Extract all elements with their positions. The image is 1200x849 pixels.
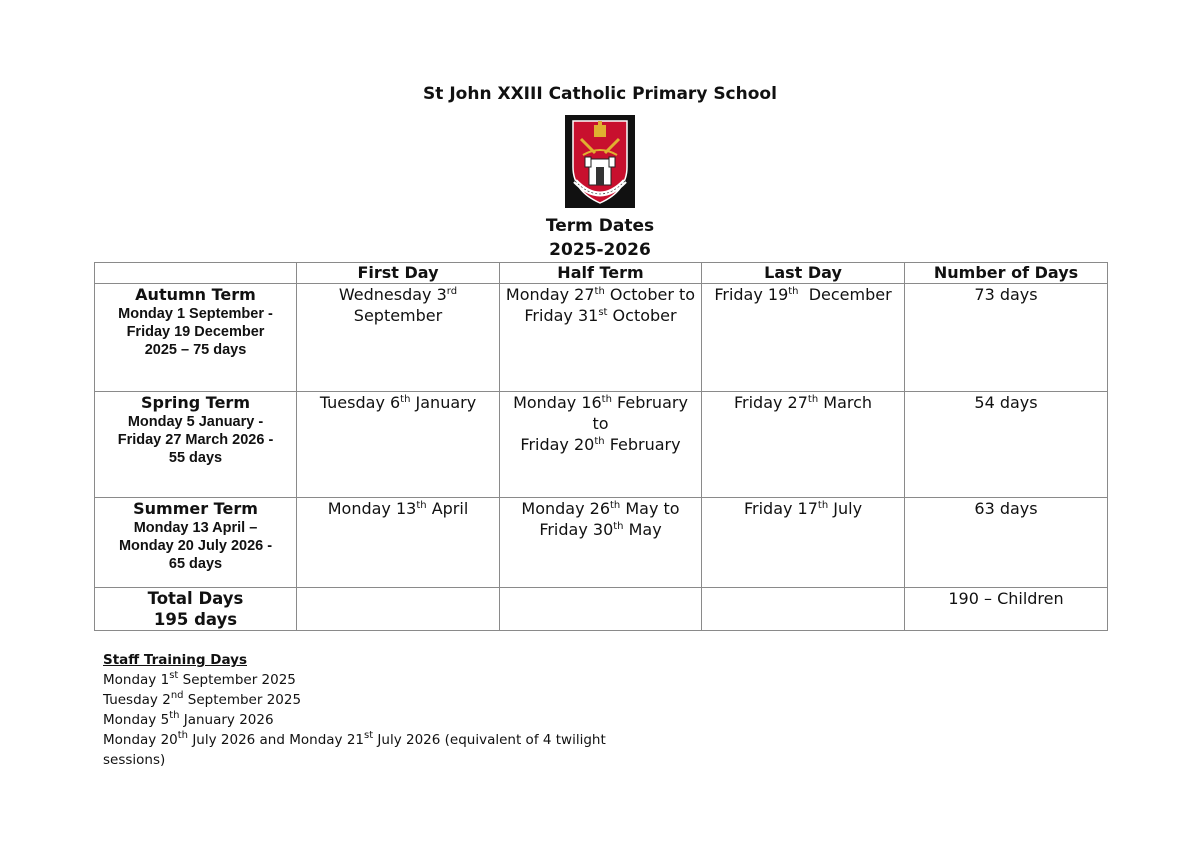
term-name: Autumn Term: [135, 285, 256, 304]
staff-training-day: sessions): [103, 752, 166, 768]
staff-training-day: Monday 5th January 2026: [103, 710, 274, 728]
term-name: Spring Term: [141, 393, 250, 412]
empty-cell: [297, 588, 500, 631]
number-of-days-cell: 63 days: [905, 498, 1108, 588]
academic-year: 2025-2026: [549, 240, 651, 260]
last-day-cell: Friday 17th July: [702, 498, 905, 588]
half-term-cell: Monday 26th May to Friday 30th May: [500, 498, 702, 588]
term-name: Summer Term: [133, 499, 258, 518]
term-cell: [95, 284, 297, 392]
total-label: Total Days: [147, 589, 244, 608]
term-span: Monday 5 January - Friday 27 March 2026 - 55 days: [117, 414, 274, 466]
half-term-cell: Monday 16th February to Friday 20th February: [500, 392, 702, 498]
number-of-days-cell: 54 days: [905, 392, 1108, 498]
header-number-of-days: Number of Days: [905, 263, 1108, 284]
staff-training-heading: Staff Training Days: [103, 652, 247, 668]
staff-training-day: Monday 20th July 2026 and Monday 21st July 2026 (equivalent of 4 twilight: [103, 730, 606, 748]
term-cell: [95, 498, 297, 588]
header-last-day: Last Day: [702, 263, 905, 284]
school-crest-logo: [565, 115, 635, 208]
term-span: Monday 13 April – Monday 20 July 2026 - 65 days: [118, 520, 273, 572]
first-day-cell: Monday 13th April: [297, 498, 500, 588]
total-value: 195 days: [153, 610, 238, 629]
header-first-day: First Day: [297, 263, 500, 284]
table-row-spring: [95, 392, 1108, 498]
staff-training-day: Monday 1st September 2025: [103, 670, 296, 688]
empty-cell: [500, 588, 702, 631]
header-half-term: Half Term: [500, 263, 702, 284]
table-header-row: [95, 263, 1108, 284]
table-row-total: [95, 588, 1108, 631]
first-day-cell: Tuesday 6th January: [297, 392, 500, 498]
total-cell: [95, 588, 297, 631]
term-dates-table: [94, 262, 1108, 631]
last-day-cell: Friday 19th December: [702, 284, 905, 392]
half-term-cell: Monday 27th October to Friday 31st October: [500, 284, 702, 392]
header-term: [95, 263, 297, 284]
table-row-summer: [95, 498, 1108, 588]
empty-cell: [702, 588, 905, 631]
staff-training-day: Tuesday 2nd September 2025: [103, 690, 302, 708]
children-days-cell: 190 – Children: [905, 588, 1108, 631]
school-name: St John XXIII Catholic Primary School: [423, 84, 777, 104]
table-row-autumn: [95, 284, 1108, 392]
number-of-days-cell: 73 days: [905, 284, 1108, 392]
term-span: Monday 1 September - Friday 19 December 2025 – 75 days: [118, 306, 273, 358]
document-title: [0, 214, 1200, 262]
term-cell: [95, 392, 297, 498]
first-day-cell: Wednesday 3rd September: [297, 284, 500, 392]
staff-training-section: [103, 650, 606, 770]
last-day-cell: Friday 27th March: [702, 392, 905, 498]
term-dates-heading: Term Dates: [545, 216, 655, 236]
